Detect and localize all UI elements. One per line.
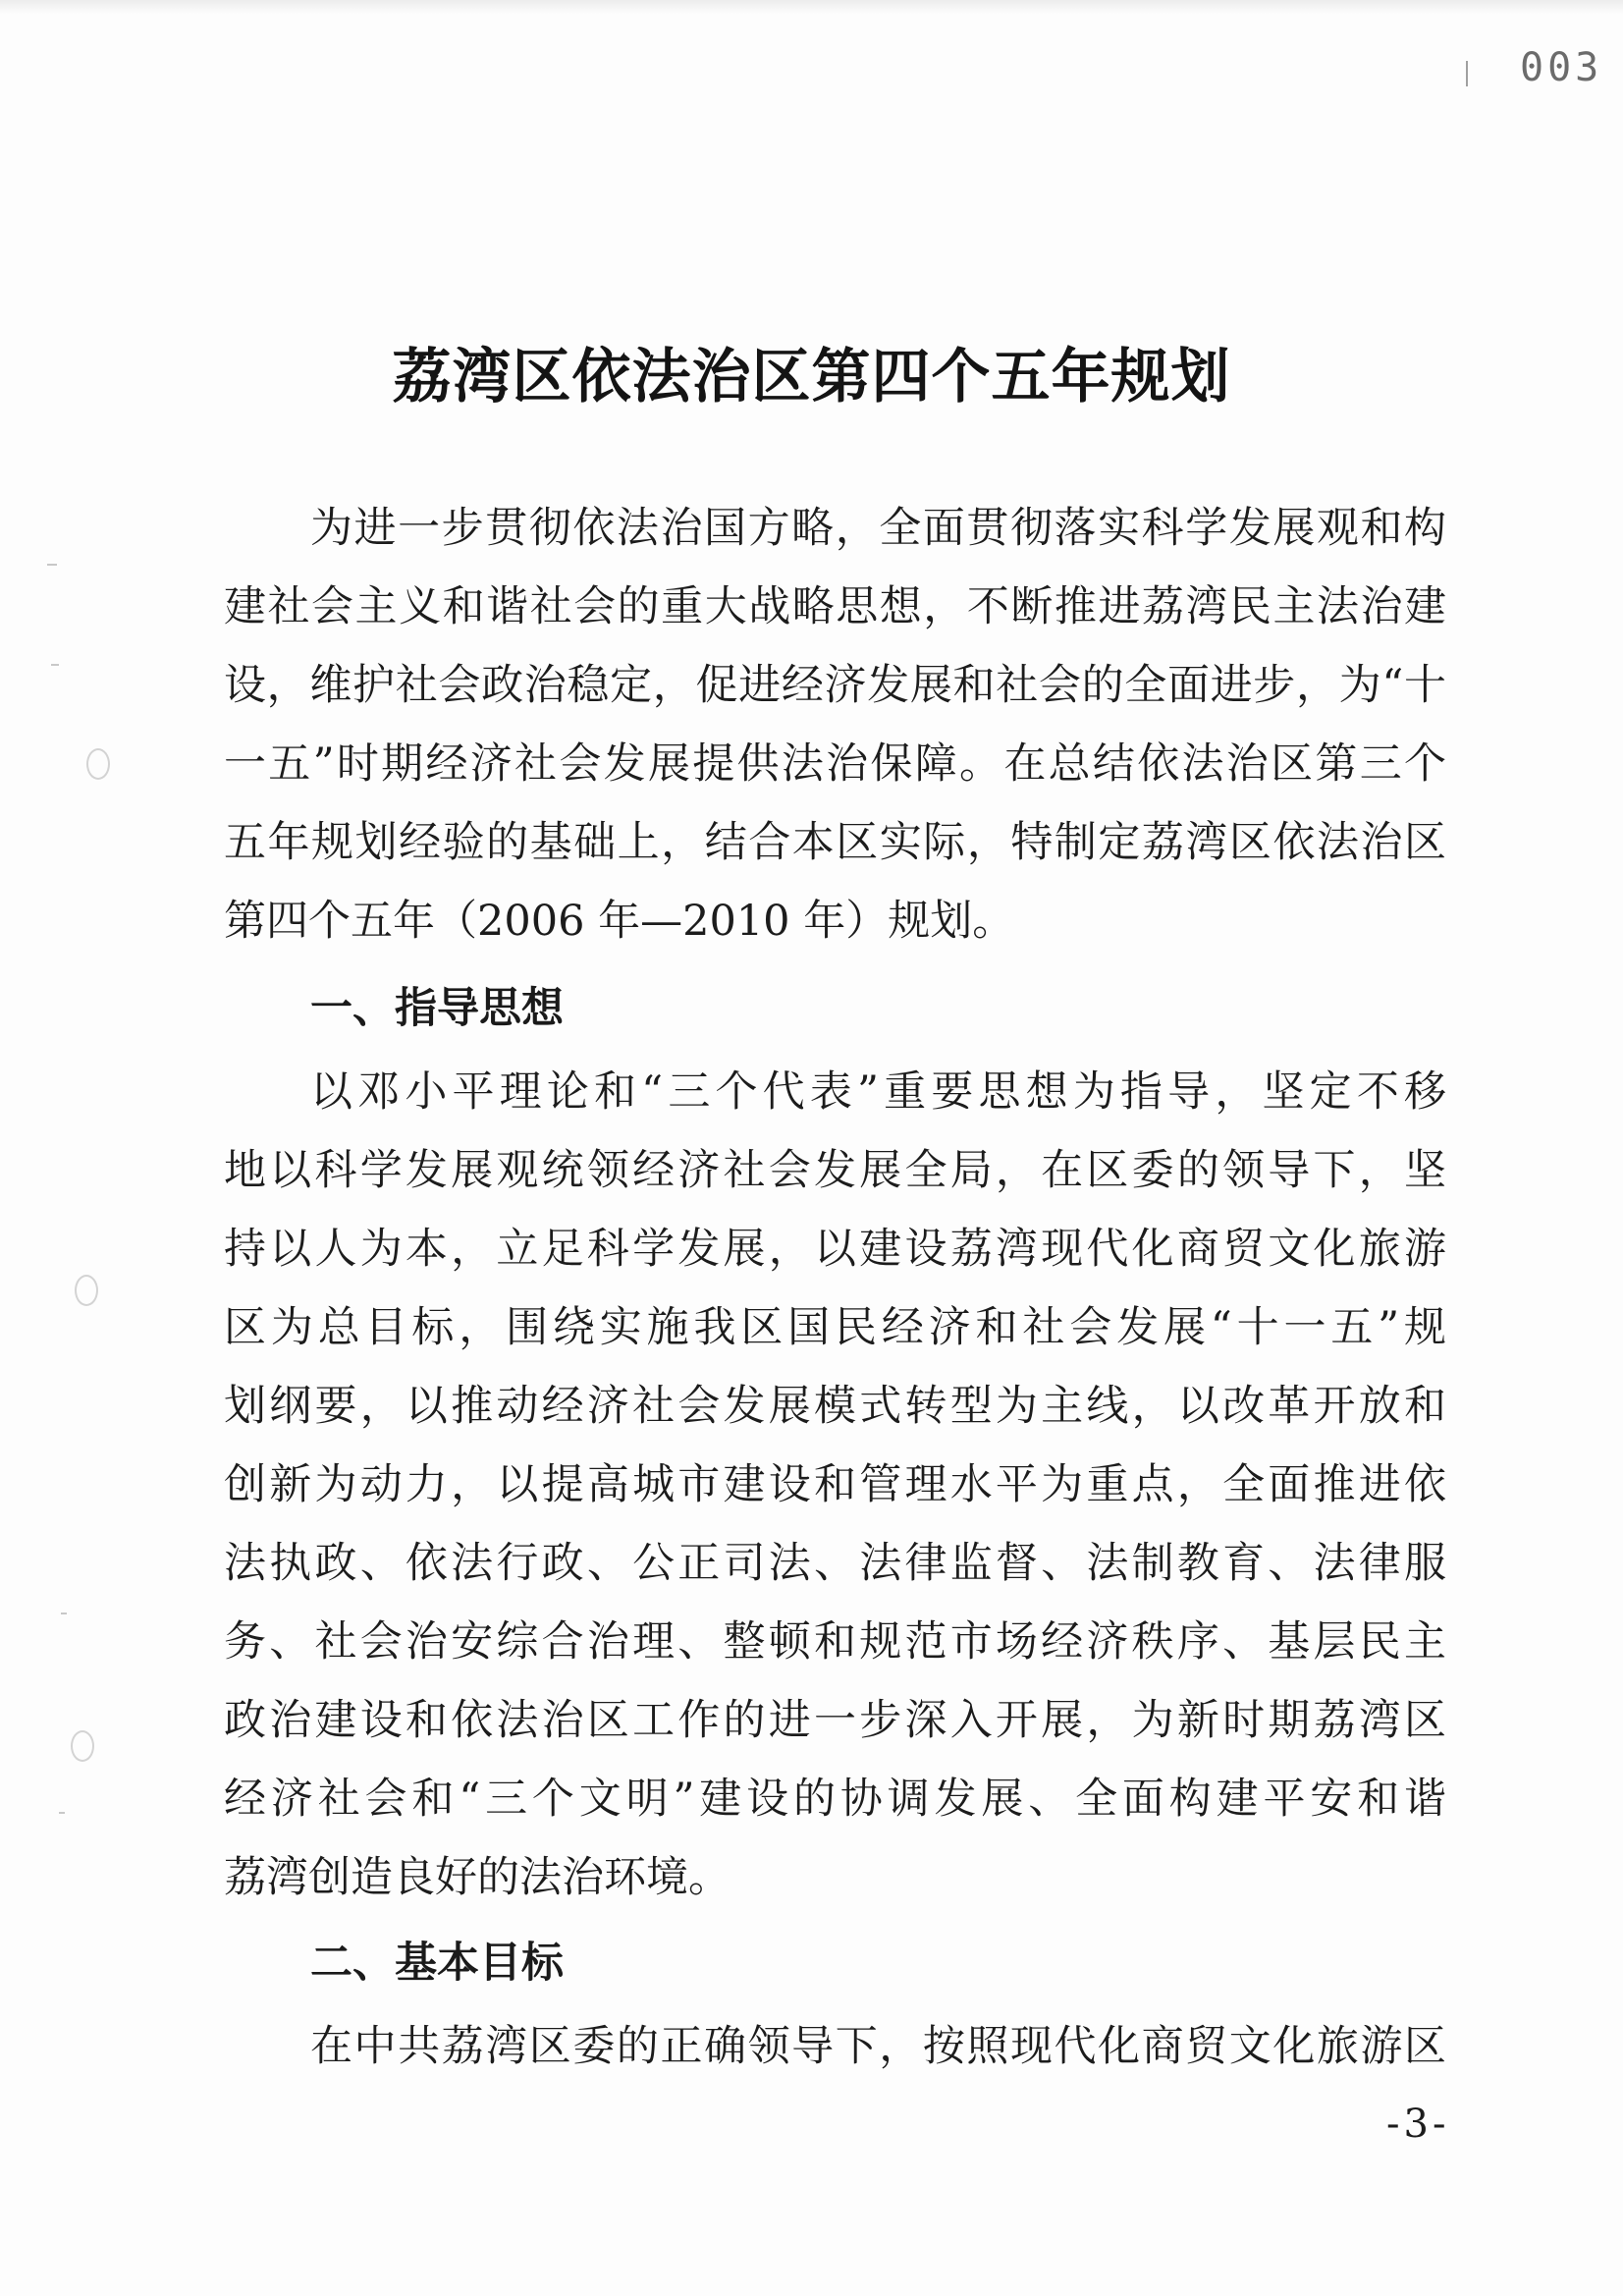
section1-line: 经济社会和“三个文明”建设的协调发展、全面构建平安和谐 <box>224 1775 1446 1824</box>
section-heading-basic-goals: 二、基本目标 <box>310 1939 564 1988</box>
section1-line: 以邓小平理论和“三个代表”重要思想为指导，坚定不移 <box>310 1067 1446 1117</box>
section1-line: 荔湾创造良好的法治环境。 <box>224 1853 730 1902</box>
page-number: -3- <box>1386 2102 1450 2147</box>
section-heading-guiding-ideology: 一、指导思想 <box>310 984 564 1033</box>
stamp-tick-mark <box>1466 61 1468 86</box>
scan-speck <box>61 1613 67 1614</box>
section1-line: 政治建设和依法治区工作的进一步深入开展，为新时期荔湾区 <box>224 1696 1446 1745</box>
intro-line: 为进一步贯彻依法治国方略，全面贯彻落实科学发展观和构 <box>310 504 1446 553</box>
intro-line: 一五”时期经济社会发展提供法治保障。在总结依法治区第三个 <box>224 739 1446 789</box>
document-title: 荔湾区依法治区第四个五年规划 <box>392 343 1231 411</box>
binding-hole-mark <box>71 1730 94 1762</box>
section2-line: 在中共荔湾区委的正确领导下，按照现代化商贸文化旅游区 <box>310 2022 1446 2071</box>
section1-line: 务、社会治安综合治理、整顿和规范市场经济秩序、基层民主 <box>224 1617 1446 1667</box>
section1-line: 地以科学发展观统领经济社会发展全局，在区委的领导下，坚 <box>224 1146 1446 1195</box>
section1-line: 区为总目标，围绕实施我区国民经济和社会发展“十一五”规 <box>224 1303 1446 1352</box>
intro-line: 建社会主义和谐社会的重大战略思想，不断推进荔湾民主法治建 <box>224 582 1446 631</box>
binding-hole-mark <box>75 1275 98 1306</box>
section1-line: 持以人为本，立足科学发展，以建设荔湾现代化商贸文化旅游 <box>224 1225 1446 1274</box>
intro-line: 第四个五年（2006 年—2010 年）规划。 <box>224 897 1015 946</box>
intro-line: 设，维护社会政治稳定，促进经济发展和社会的全面进步，为“十 <box>224 661 1446 710</box>
scan-speck <box>51 664 59 666</box>
binding-hole-mark <box>86 748 110 780</box>
archive-stamp-number: 003 <box>1520 45 1603 90</box>
section1-line: 创新为动力，以提高城市建设和管理水平为重点，全面推进依 <box>224 1460 1446 1509</box>
section1-line: 划纲要，以推动经济社会发展模式转型为主线，以改革开放和 <box>224 1382 1446 1431</box>
scan-speck <box>59 1812 65 1814</box>
intro-line: 五年规划经验的基础上，结合本区实际，特制定荔湾区依法治区 <box>224 818 1446 867</box>
scan-speck <box>47 564 57 566</box>
scan-top-edge <box>0 0 1623 14</box>
section1-line: 法执政、依法行政、公正司法、法律监督、法制教育、法律服 <box>224 1539 1446 1588</box>
